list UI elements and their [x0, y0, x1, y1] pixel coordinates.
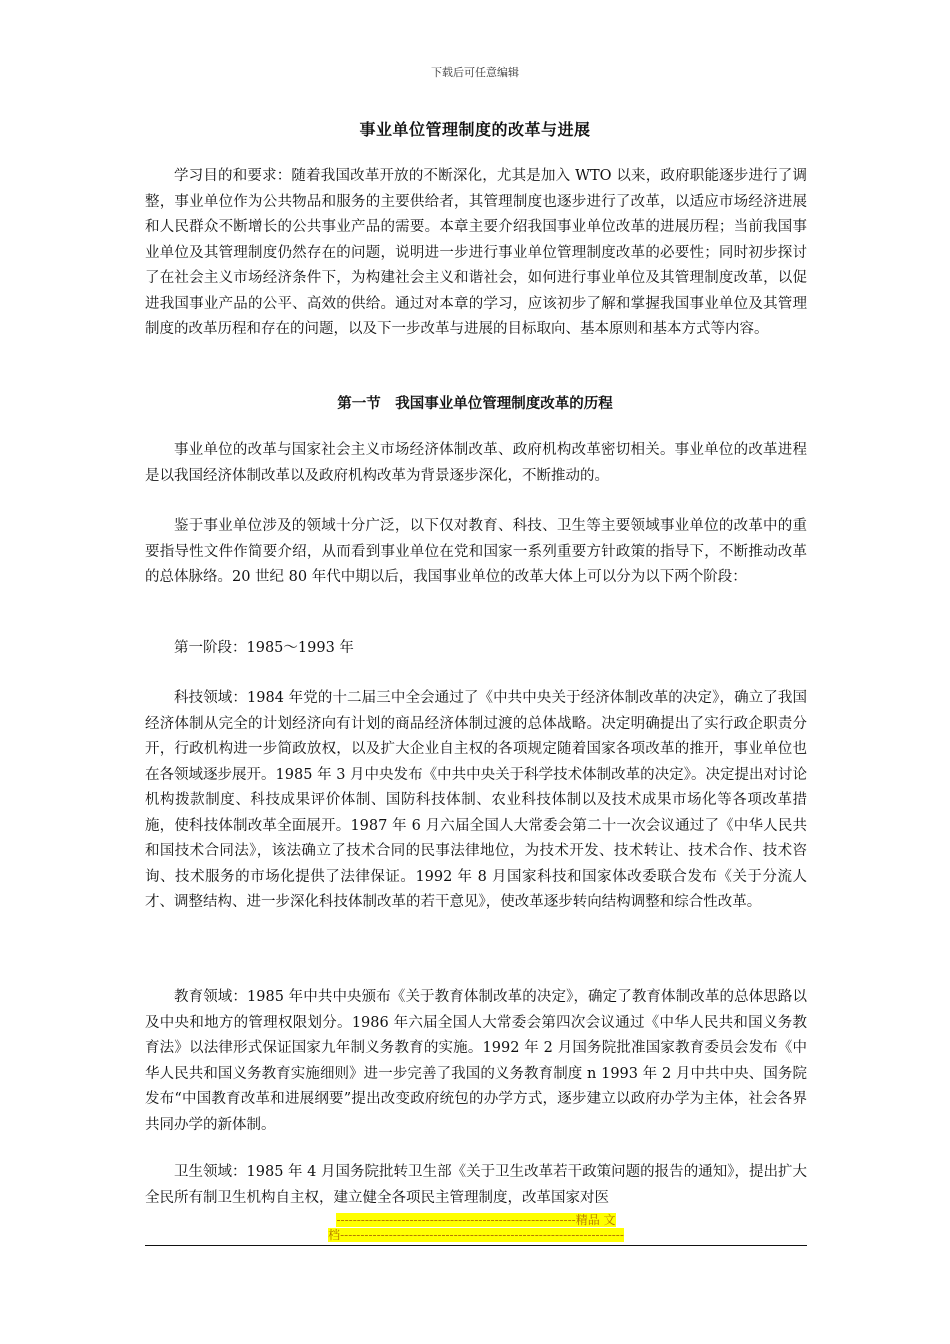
footer-watermark — [145, 1213, 807, 1243]
intro-paragraph: 学习目的和要求：随着我国改革开放的不断深化，尤其是加入 WTO 以来，政府职能逐步进行了调整，事业单位作为公共物品和服务的主要供给者，其管理制度也逐步进行了改革，以适应市场经济进展和人民群众不断增长的公共事业产品的需要。本章主要介绍我国事业单位改革的进展历程；当前我国事业单位及其管理制度仍然存在的问题，说明进一步进行事业单位管理制度改革的必要性；同时初步探讨了在社会主义市场经济条件下，为构建社会主义和谐社会，如何进行事业单位及其管理制度改革，以促进我国事业产品的公平、高效的供给。通过对本章的学习，应该初步了解和掌握我国事业单位及其管理制度的改革历程和存在的问题，以及下一步改革与进展的目标取向、基本原则和基本方式等内容。 — [145, 168, 807, 337]
paragraph-health: 卫生领域：1985 年 4 月国务院批转卫生部《关于卫生改革若干政策问题的报告的通知》，提出扩大全民所有制卫生机构自主权，建立健全各项民主管理制度，改革国家对医 — [145, 1164, 807, 1206]
document-title: 事业单位管理制度的改革与进展 — [359, 120, 591, 139]
page-header: 下载后可任意编辑 — [431, 66, 519, 79]
paragraph-education: 教育领域：1985 年中共中央颁布《关于教育体制改革的决定》，确定了教育体制改革的总体思路以及中央和地方的管理权限划分。1986 年六届全国人大常委会第四次会议通过《中华人民共和国义务教育法》以法律形式保证国家九年制义务教育的实施。1992 年 2 月国务院批准国家教育委员会发布《中华人民共和国义务教育实施细则》进一步完善了我国的义务教育制度 n 1993 年 2 月中共中央、国务院发布“中国教育改革和进展纲要”提出改变政府统包的办学方式，逐步建立以政府办学为主体，社会各界共同办学的新体制。 — [145, 989, 807, 1133]
paragraph-reform-context: 事业单位的改革与国家社会主义市场经济体制改革、政府机构改革密切相关。事业单位的改革进程是以我国经济体制改革以及政府机构改革为背景逐步深化，不断推动的。 — [145, 442, 807, 484]
paragraph-stage-one: 第一阶段：1985～1993 年 — [174, 640, 354, 656]
section-title: 第一节 我国事业单位管理制度改革的历程 — [337, 395, 613, 412]
footer-divider — [145, 1245, 807, 1246]
paragraph-overview: 鉴于事业单位涉及的领域十分广泛，以下仅对教育、科技、卫生等主要领域事业单位的改革中的重要指导性文件作简要介绍，从而看到事业单位在党和国家一系列重要方针政策的指导下，不断推动改革的总体脉络。20 世纪 80 年代中期以后，我国事业单位的改革大体上可以分为以下两个阶段： — [145, 518, 807, 585]
paragraph-science-tech: 科技领域：1984 年党的十二届三中全会通过了《中共中央关于经济体制改革的决定》，确立了我国经济体制从完全的计划经济向有计划的商品经济体制过渡的总体战略。决定明确提出了实行政企职责分开，行政机构进一步简政放权，以及扩大企业自主权的各项规定随着国家各项改革的推开，事业单位也在各领域逐步展开。1985 年 3 月中央发布《中共中央关于科学技术体制改革的决定》。决定提出对讨论机构拨款制度、科技成果评价体制、国防科技体制、农业科技体制以及技术成果市场化等各项改革措施，使科技体制改革全面展开。1987 年 6 月六届全国人大常委会第二十一次会议通过了《中华人民共和国技术合同法》，该法确立了技术合同的民事法律地位，为技术开发、技术转让、技术合作、技术咨询、技术服务的市场化提供了法律保证。1992 年 8 月国家科技和国家体改委联合发布《关于分流人才、调整结构、进一步深化科技体制改革的若干意见》，使改革逐步转向结构调整和综合性改革。 — [145, 690, 807, 910]
footer-line-2: 档---------------------------------------------------------------------- — [328, 1228, 624, 1242]
footer-line-1: -----------------------------------------------------------精品 文 — [336, 1213, 616, 1227]
